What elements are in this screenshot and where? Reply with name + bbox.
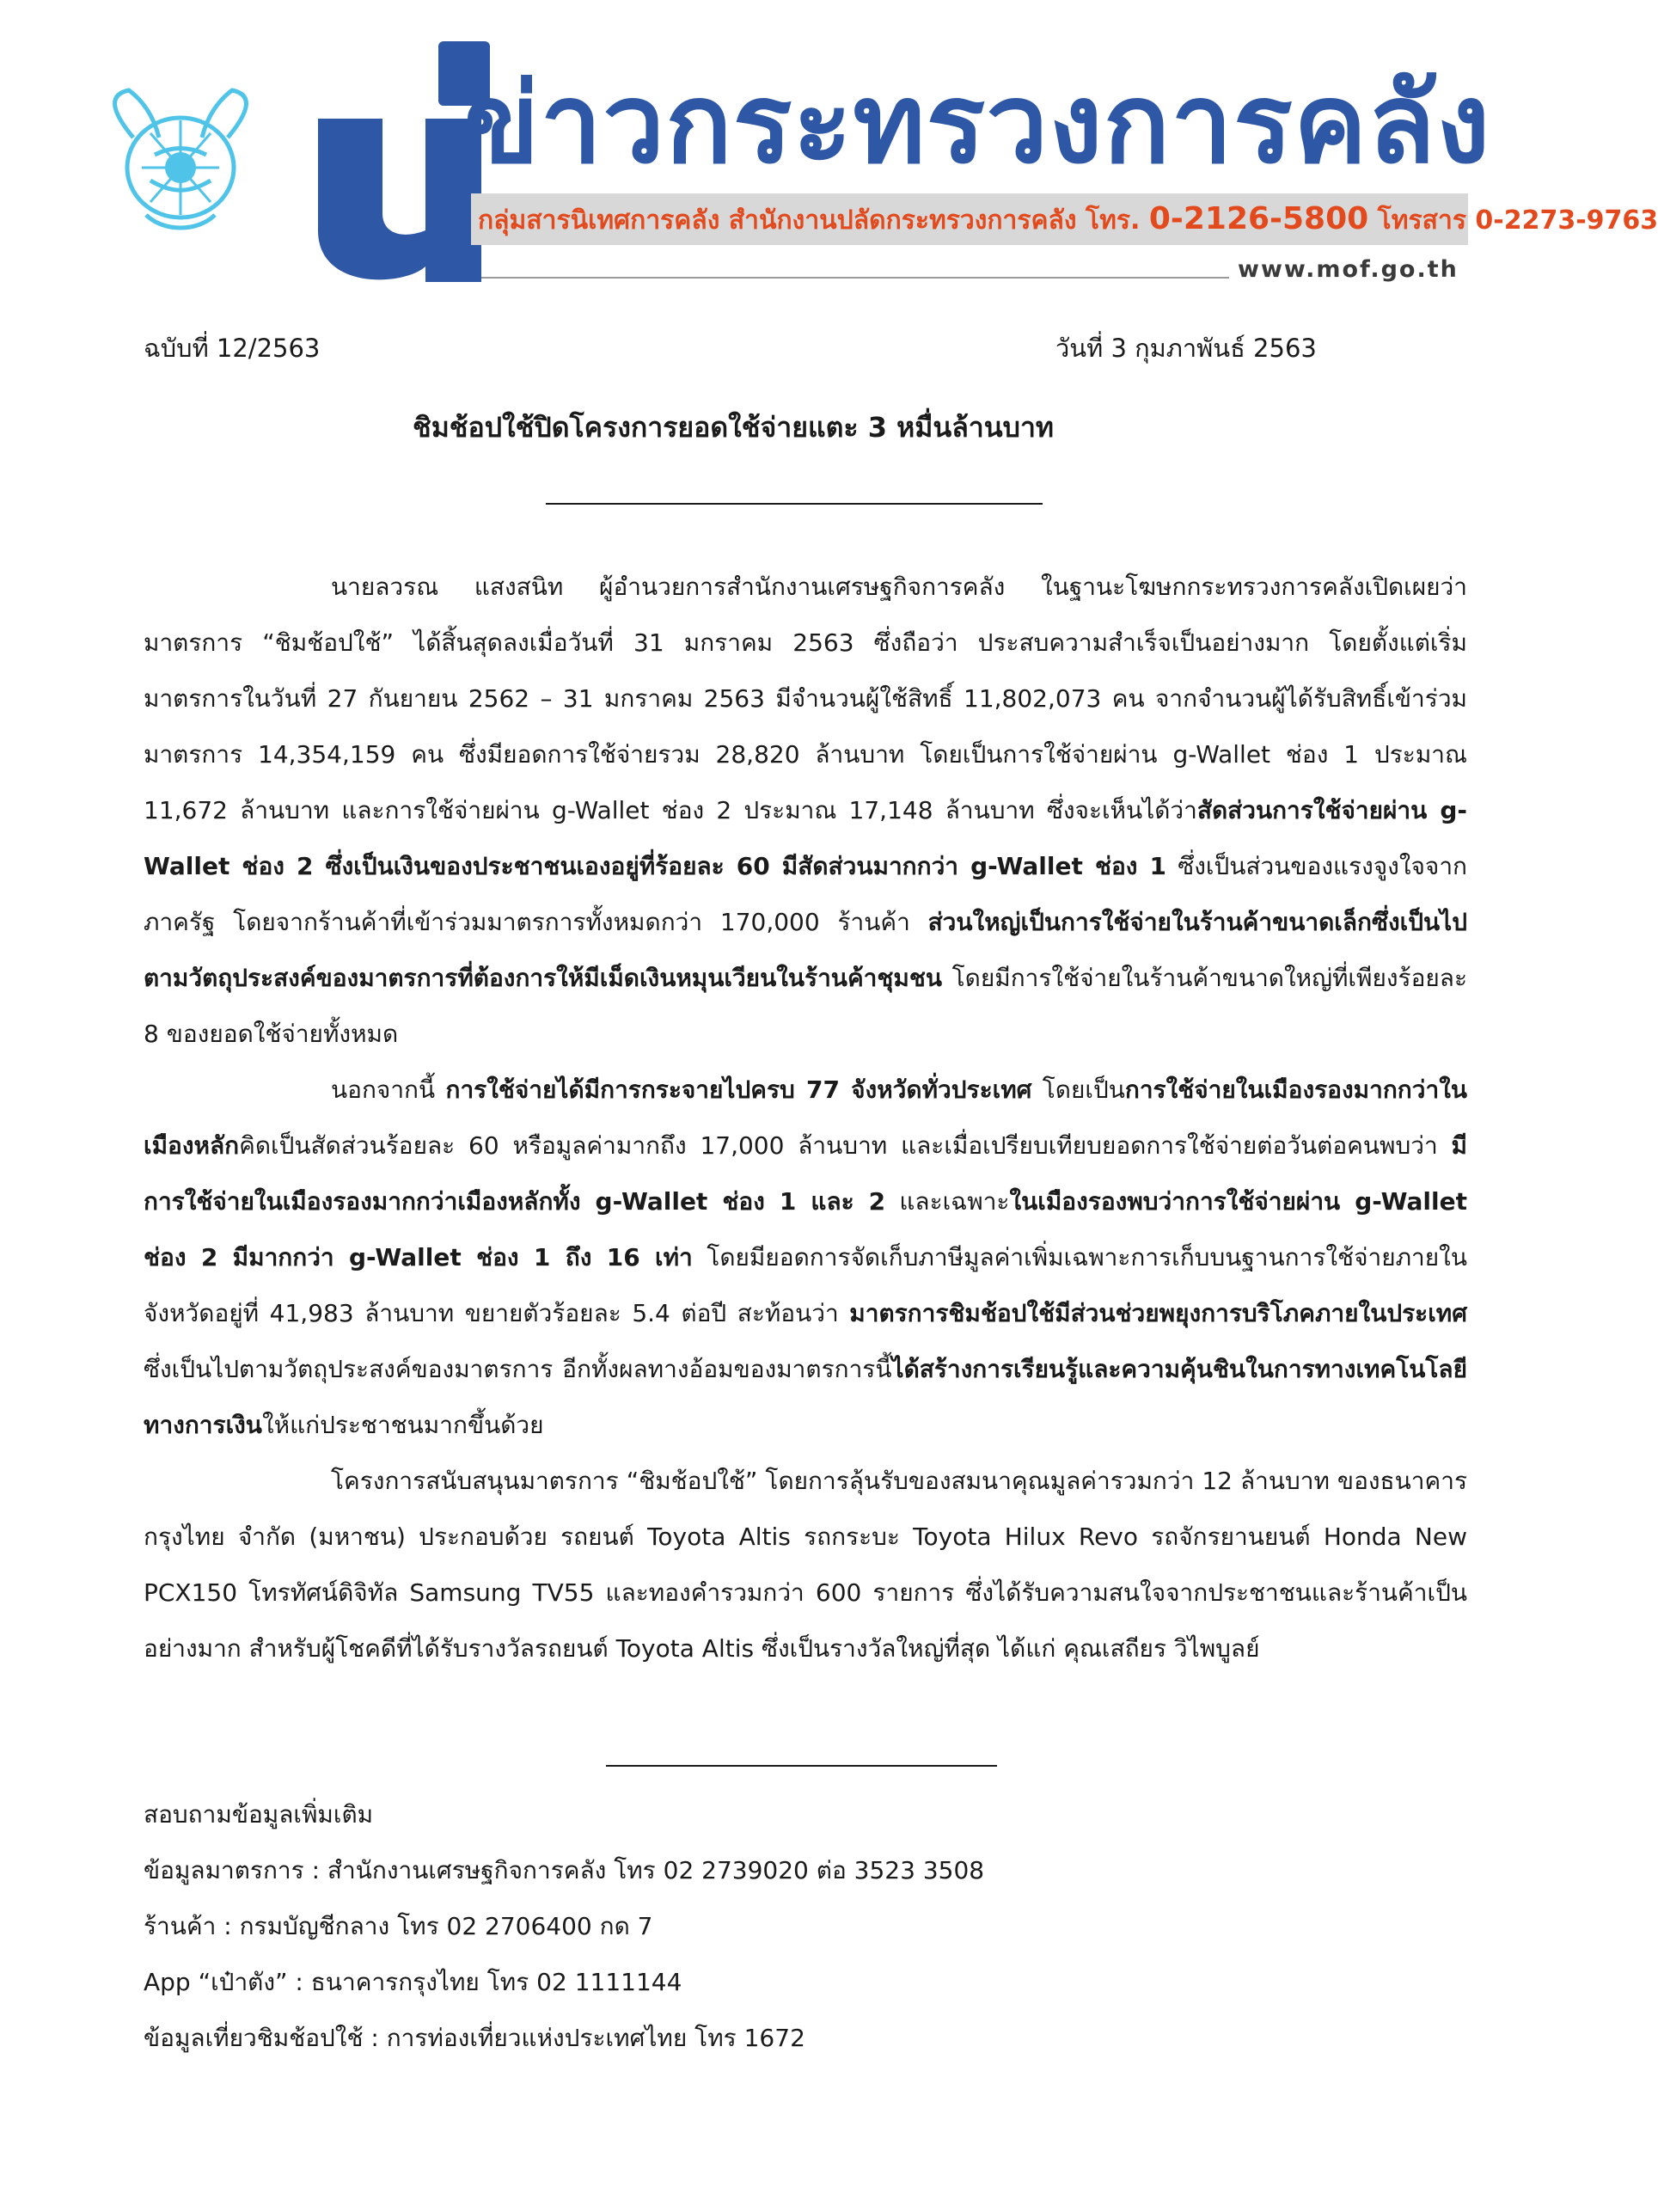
body-text: ซึ่งเป็นส่วนของแรงจูงใจจากภาครัฐ โดยจากร้านค้าที่เข้าร่วมมาตรการทั้งหมดกว่า 170,000 ร้านค้า [144, 852, 1467, 936]
emphasis-text: สัดส่วนการใช้จ่ายผ่าน g-Wallet ช่อง 2 ซึ่งเป็นเงินของประชาชนเองอยู่ที่ร้อยละ 60 มีสัดส่วนมากกว่า g-Wallet ช่อง 1 [144, 796, 1467, 880]
body-text: โครงการสนับสนุนมาตรการ “ชิมช้อปใช้” โดยการลุ้นรับของสมนาคุณมูลค่ารวมกว่า 12 ล้านบาท ของธนาคารกรุงไทย จำกัด (มหาชน) ประกอบด้วย รถยนต์ Toyota Altis รถกระบะ Toyota Hilux Revo รถจักรยานยนต์ Honda New PCX150 โทรทัศน์ดิจิทัล Samsung TV55 และทองคำรวมกว่า 600 รายการ ซึ่งได้รับความสนใจจากประชาชนและร้านค้าเป็นอย่างมาก สำหรับผู้โชคดีที่ได้รับรางวัลรถยนต์ Toyota Altis ซึ่งเป็นรางวัลใหญ่ที่สุด ได้แก่ คุณเสถียร วิไพบูลย์ [144, 1467, 1467, 1663]
website-link[interactable]: www.mof.go.th [1238, 256, 1459, 283]
body-text: โดยมีการใช้จ่ายในร้านค้าขนาดใหญ่ที่เพียงร้อยละ 8 ของยอดใช้จ่ายทั้งหมด [144, 964, 1467, 1048]
page-title: ชิมช้อปใช้ปิดโครงการยอดใช้จ่ายแตะ 3 หมื่นล้านบาท [412, 411, 1055, 444]
emphasis-text: การใช้จ่ายได้มีการกระจายไปครบ 77 จังหวัดทั่วประเทศ [445, 1075, 1032, 1104]
emphasis-text: มีการใช้จ่ายในเมืองรองมากกว่าเมืองหลักทั้ง g-Wallet ช่อง 1 และ 2 [144, 1131, 1467, 1216]
article-body [144, 559, 1467, 1676]
emphasis-text: ในเมืองรองพบว่าการใช้จ่ายผ่าน g-Wallet ช่อง 2 มีมากกว่า g-Wallet ช่อง 1 ถึง 16 เท่า [144, 1187, 1467, 1271]
emphasis-text: มาตรการชิมช้อปใช้มีส่วนช่วยพยุงการบริโภคภายในประเทศ [849, 1299, 1467, 1327]
contact-line [478, 196, 1658, 244]
header-divider [481, 277, 1229, 279]
contact-phone: 0-2126-5800 [1148, 201, 1369, 236]
body-text: โดยเป็น [1031, 1075, 1125, 1104]
body-text: ซึ่งเป็นไปตามวัตถุประสงค์ของมาตรการ อีกทั้งผลทางอ้อมของมาตรการนี้ [144, 1355, 892, 1383]
title-underline [546, 503, 1043, 505]
body-text: นายลวรณ แสงสนิท ผู้อำนวยการสำนักงานเศรษฐกิจการคลัง ในฐานะโฆษกกระทรวงการคลังเปิดเผยว่า มาตรการ “ชิมช้อปใช้” ได้สิ้นสุดลงเมื่อวันที่ 31 มกราคม 2563 ซึ่งถือว่า ประสบความสำเร็จเป็นอย่างมาก โดยตั้งแต่เริ่มมาตรการในวันที่ 27 กันยายน 2562 – 31 มกราคม 2563 มีจำนวนผู้ใช้สิทธิ์ 11,802,073 คน จากจำนวนผู้ได้รับสิทธิ์เข้าร่วมมาตรการ 14,354,159 คน ซึ่งมียอดการใช้จ่ายรวม 28,820 ล้านบาท โดยเป็นการใช้จ่ายผ่าน g-Wallet ช่อง 1 ประมาณ 11,672 ล้านบาท และการใช้จ่ายผ่าน g-Wallet ช่อง 2 ประมาณ 17,148 ล้านบาท ซึ่งจะเห็นได้ว่า [144, 573, 1467, 824]
contact-item: ข้อมูลมาตรการ : สำนักงานเศรษฐกิจการคลัง โทร 02 2739020 ต่อ 3523 3508 [144, 1856, 985, 1884]
body-text: และเฉพาะ [885, 1187, 1010, 1216]
end-divider [606, 1765, 997, 1767]
contact-item: ร้านค้า : กรมบัญชีกลาง โทร 02 2706400 กด 7 [144, 1912, 653, 1940]
contact-heading: สอบถามข้อมูลเพิ่มเติม [144, 1800, 374, 1829]
masthead [0, 0, 1658, 292]
contact-fax: โทรสาร 0-2273-9763 [1377, 205, 1658, 236]
issue-number: ฉบับที่ 12/2563 [144, 334, 321, 363]
body-paragraph [144, 1453, 1467, 1676]
garuda-emblem-icon [95, 86, 266, 236]
body-text: คิดเป็นสัดส่วนร้อยละ 60 หรือมูลค่ามากถึง 17,000 ล้านบาท และเมื่อเปรียบเทียบยอดการใช้จ่ายต่อวันต่อคนพบว่า [239, 1131, 1452, 1160]
body-text: โดยมียอดการจัดเก็บภาษีมูลค่าเพิ่มเฉพาะการเก็บบนฐานการใช้จ่ายภายในจังหวัดอยู่ที่ 41,983 ล้านบาท ขยายตัวร้อยละ 5.4 ต่อปี สะท้อนว่า [144, 1243, 1467, 1327]
body-paragraph [144, 559, 1467, 1062]
emphasis-text: ได้สร้างการเรียนรู้และความคุ้นชินในการทางเทคโนโลยีทางการเงิน [144, 1355, 1467, 1439]
logo-title: ข่าวกระทรวงการคลัง [464, 60, 1491, 188]
contact-item: ข้อมูลเที่ยวชิมช้อปใช้ : การท่องเที่ยวแห่งประเทศไทย โทร 1672 [144, 2024, 805, 2052]
body-text: ให้แก่ประชาชนมากขึ้นด้วย [261, 1411, 544, 1439]
contact-list [144, 1786, 984, 2066]
emphasis-text: ส่วนใหญ่เป็นการใช้จ่ายในร้านค้าขนาดเล็กซึ่งเป็นไปตามวัตถุประสงค์ของมาตรการที่ต้องการให้มีเม็ดเงินหมุนเวียนในร้านค้าชุมชน [144, 908, 1467, 992]
contact-item: App “เป๋าตัง” : ธนาคารกรุงไทย โทร 02 1111144 [144, 1968, 682, 1996]
body-text: นอกจากนี้ [331, 1075, 446, 1104]
emphasis-text: การใช้จ่ายในเมืองรองมากกว่าในเมืองหลัก [144, 1075, 1467, 1160]
issue-date: วันที่ 3 กุมภาพันธ์ 2563 [1055, 334, 1317, 363]
contact-office: กลุ่มสารนิเทศการคลัง สำนักงานปลัดกระทรวงการคลัง โทร. [478, 205, 1141, 236]
body-paragraph [144, 1062, 1467, 1453]
